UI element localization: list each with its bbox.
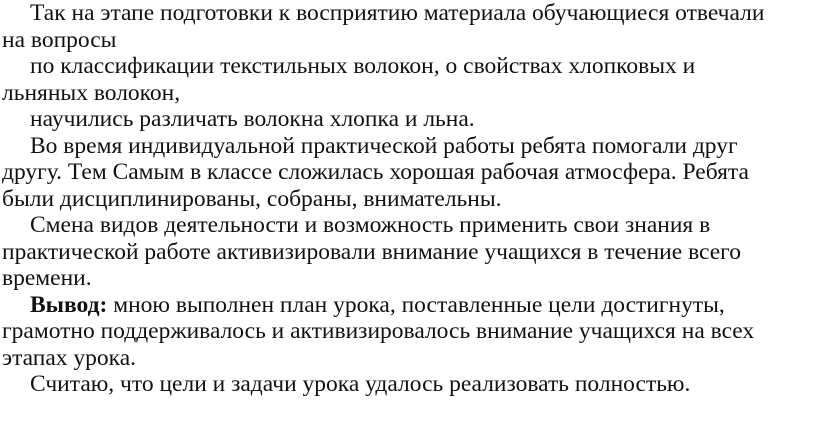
text-line: льняных волокон, [2, 79, 181, 106]
text-line: Считаю, что цели и задачи урока удалось реализовать полностью. [30, 371, 691, 397]
text-line: грамотно поддерживалось и активизировалось внимание учащихся на всех [2, 318, 755, 344]
text-line: были дисциплинированы, собраны, внимательны. [2, 185, 502, 212]
conclusion-text: мною выполнен план урока, поставленные цели достигнуты, [113, 291, 725, 318]
text-line: Так на этапе подготовки к восприятию материала обучающиеся отвечали [30, 0, 765, 26]
text-line: Во время индивидуальной практической работы ребята помогали друг [30, 132, 738, 159]
document-body [2, 0, 814, 398]
text-line: на вопросы [2, 26, 117, 53]
text-line: практической работе активизировали внимание учащихся в течение всего [2, 238, 741, 265]
conclusion-line [2, 292, 814, 319]
text-line: времени. [2, 265, 92, 291]
text-line: Смена видов деятельности и возможность применить свои знания в [30, 212, 711, 238]
conclusion-label: Вывод: [30, 291, 108, 318]
text-line: научились различать волокна хлопка и льна. [30, 106, 475, 132]
text-line: этапах урока. [2, 344, 137, 371]
text-line: другу. Тем Самым в классе сложилась хорошая рабочая атмосфера. Ребята [2, 159, 749, 185]
text-line: по классификации текстильных волокон, о свойствах хлопковых и [30, 53, 696, 79]
